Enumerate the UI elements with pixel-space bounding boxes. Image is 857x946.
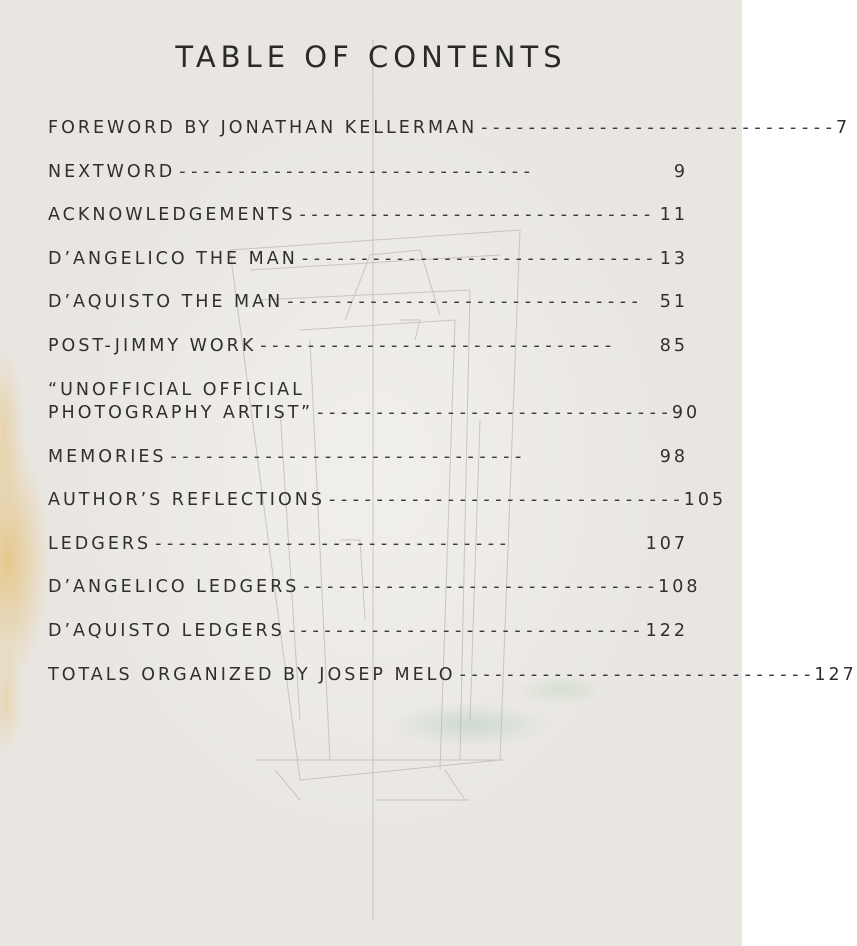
dot-leader: - - - - - - - - - - - - - - - - - - - - - - - - - - - - - - (179, 161, 530, 182)
toc-entry-dangelico-the-man (48, 243, 688, 287)
toc-page-number: 7 (835, 118, 851, 138)
toc-page-number: 11 (659, 205, 688, 226)
toc-entry-authors-reflections (48, 484, 727, 528)
toc-entry-label-line1: “UNOFFICIAL OFFICIAL (48, 379, 305, 400)
toc-page-number: 98 (659, 446, 688, 467)
dot-leader: - - - - - - - - - - - - - - - - - - - - - - - - - - - - - - (299, 205, 651, 226)
toc-entry-label: ACKNOWLEDGEMENTS (48, 205, 296, 226)
toc-page-number: 127 (814, 664, 857, 685)
dot-leader: - - - - - - - - - - - - - - - - - - - - - - - - - - - - - - (288, 620, 640, 641)
toc-entry-acknowledgements (48, 199, 688, 243)
toc-page-number: 107 (645, 533, 688, 554)
toc-entry-label: PHOTOGRAPHY ARTIST” (48, 402, 314, 423)
dot-leader: - - - - - - - - - - - - - - - - - - - - - - - - - - - - - - (260, 335, 612, 356)
toc-entry-label: NEXTWORD (48, 161, 176, 182)
dot-leader: - - - - - - - - - - - - - - - - - - - - - - - - - - - - - - (301, 248, 653, 269)
toc-entry-ledgers (48, 528, 688, 572)
toc-page-number: 90 (671, 402, 701, 423)
toc-entry-daquisto-the-man (48, 286, 688, 330)
toc-entry-photography-artist (48, 374, 701, 441)
dot-leader: - - - - - - - - - - - - - - - - - - - - - - - - - - - - - - (459, 664, 811, 685)
toc-entry-label: TOTALS ORGANIZED BY JOSEP MELO (48, 664, 456, 685)
dot-leader: - - - - - - - - - - - - - - - - - - - - - - - - - - - - - - (317, 402, 668, 423)
toc-entry-post-jimmy-work (48, 330, 688, 374)
toc-page-number: 122 (645, 620, 688, 641)
toc-entry-nextword (48, 156, 688, 200)
page-title: TABLE OF CONTENTS (175, 40, 567, 74)
toc-entry-label: D’ANGELICO LEDGERS (48, 577, 300, 598)
dot-leader: - - - - - - - - - - - - - - - - - - - - - - - - - - - - - - (155, 533, 506, 554)
dot-leader: - - - - - - - - - - - - - - - - - - - - - - - - - - - - - - (303, 577, 655, 598)
toc-page-number: 85 (659, 335, 688, 356)
toc-entry-dangelico-ledgers (48, 571, 701, 615)
toc-entry-label: LEDGERS (48, 533, 152, 554)
toc-page-number: 108 (658, 577, 701, 598)
toc-entry-foreword (48, 112, 851, 156)
dot-leader: - - - - - - - - - - - - - - - - - - - - - - - - - - - - - - (481, 118, 832, 138)
toc-page-number: 13 (659, 248, 688, 269)
toc-page-number: 9 (673, 161, 688, 182)
toc-entry-label: D’AQUISTO LEDGERS (48, 620, 285, 641)
table-of-contents (48, 112, 857, 702)
dot-leader: - - - - - - - - - - - - - - - - - - - - - - - - - - - - - - (170, 446, 522, 467)
toc-entry-label: POST-JIMMY WORK (48, 335, 257, 356)
toc-entry-label: FOREWORD BY JONATHAN KELLERMAN (48, 118, 478, 138)
toc-entry-label: D’AQUISTO THE MAN (48, 292, 284, 313)
dot-leader: - - - - - - - - - - - - - - - - - - - - - - - - - - - - - - (328, 490, 680, 511)
toc-entry-memories (48, 441, 688, 485)
toc-entry-label: MEMORIES (48, 446, 167, 467)
toc-page-number: 51 (659, 292, 688, 313)
toc-entry-totals (48, 659, 857, 703)
toc-entry-daquisto-ledgers (48, 615, 688, 659)
toc-page-number: 105 (683, 490, 727, 511)
toc-entry-label: D’ANGELICO THE MAN (48, 248, 298, 269)
dot-leader: - - - - - - - - - - - - - - - - - - - - - - - - - - - - - - (287, 292, 638, 313)
toc-entry-label: AUTHOR’S REFLECTIONS (48, 490, 325, 511)
